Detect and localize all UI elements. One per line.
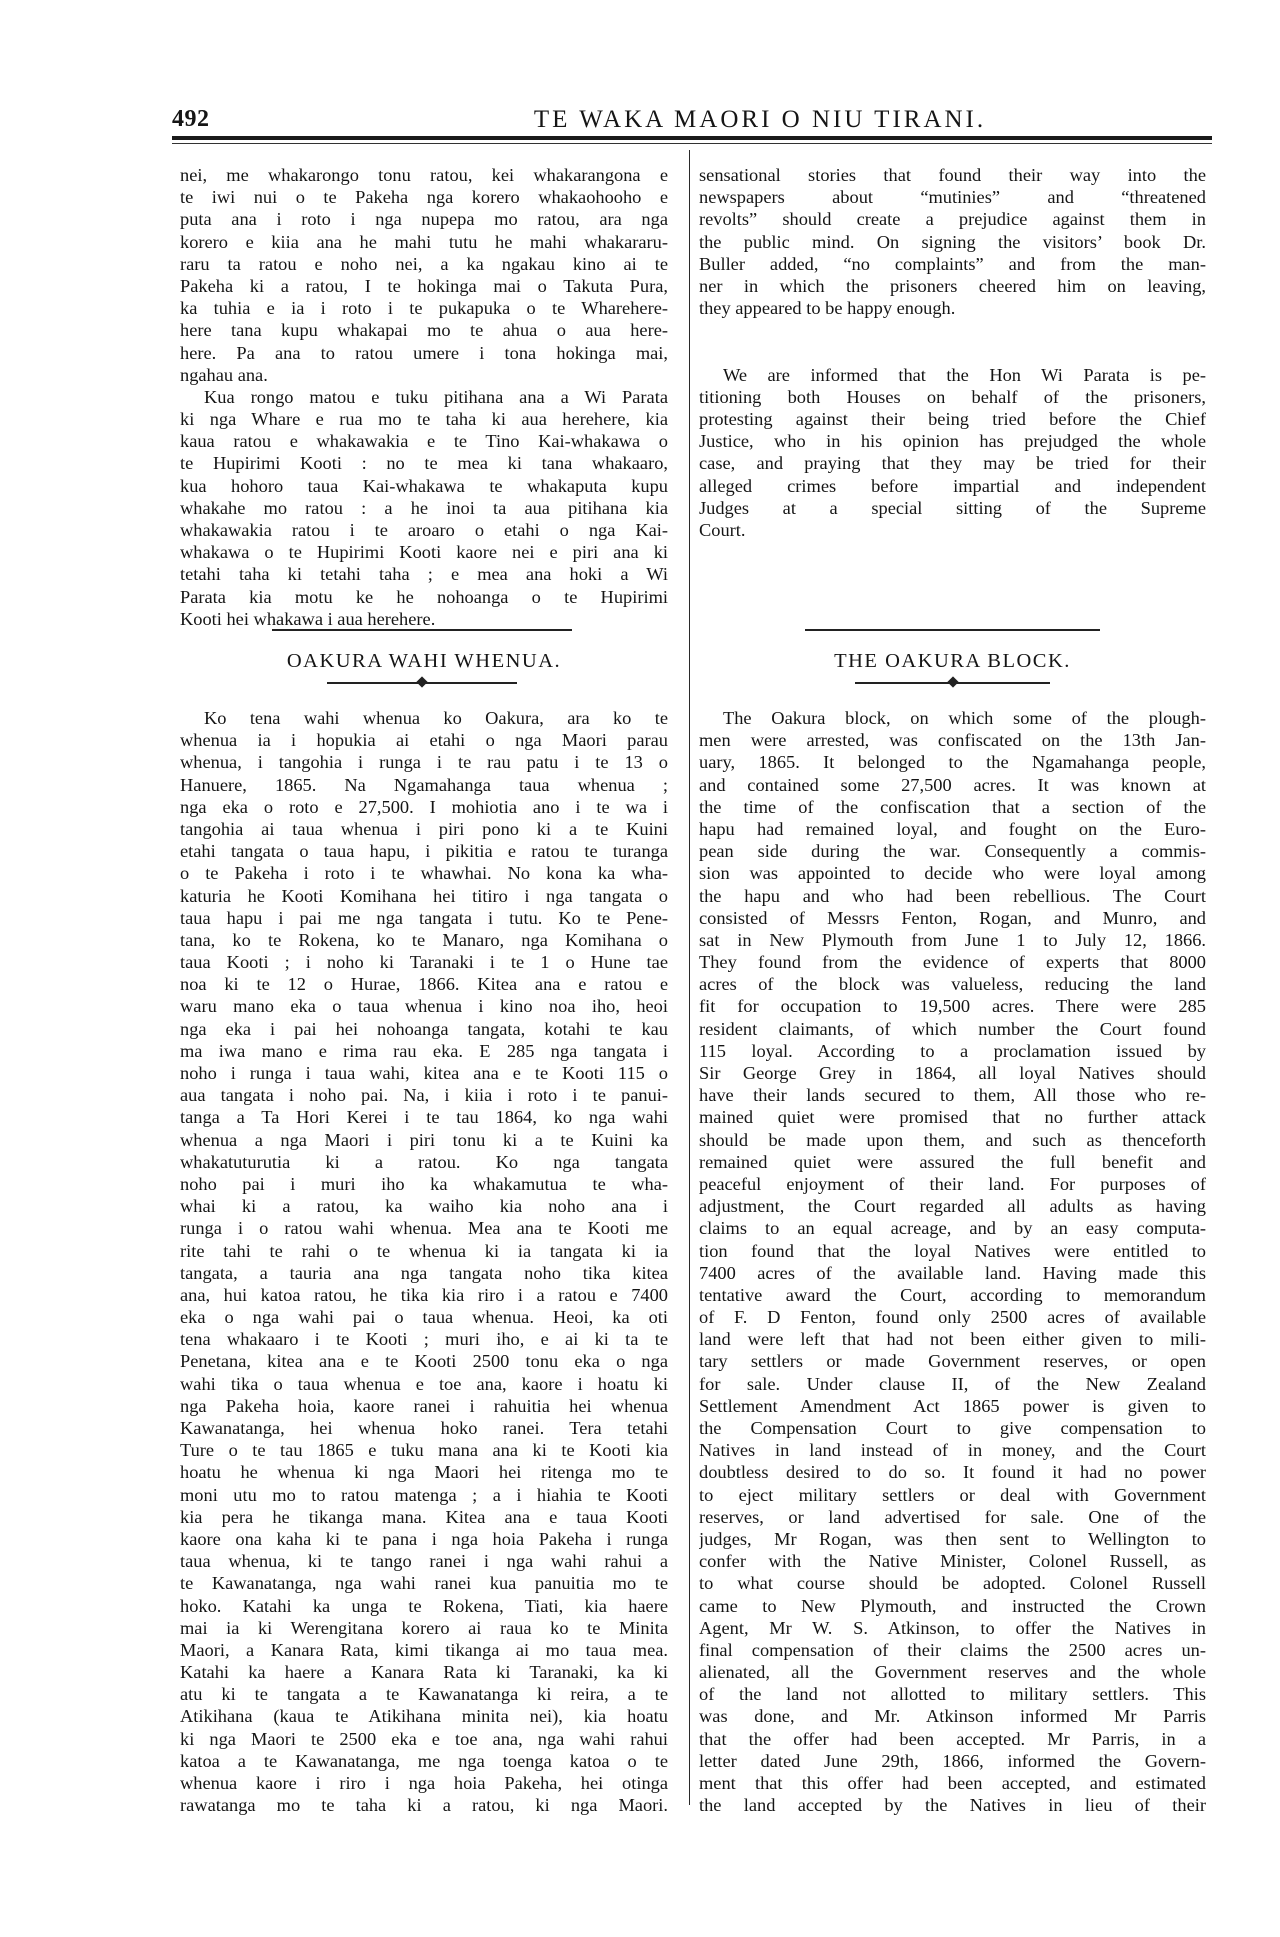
- text-line: whai ki a ratou, ka waiho kia noho ana i: [180, 1196, 668, 1217]
- text-line: katuria he Kooti Komihana hei titiro i nga tangata o: [180, 885, 668, 906]
- text-line: judges, Mr Rogan, was then sent to Wellington to: [699, 1528, 1206, 1549]
- text-line: kua hohoro taua Kai-whakawa te whakaputa kupu: [180, 475, 668, 496]
- text-line: was done, and Mr. Atkinson informed Mr Parris: [699, 1706, 1206, 1727]
- text-line: taua Kooti ; i noho ki Taranaki i te 1 o Hune tae: [180, 952, 668, 973]
- text-line: tangata, a tauria ana nga tangata noho tika kitea: [180, 1262, 668, 1283]
- running-head-title: TE WAKA MAORI O NIU TIRANI.: [533, 106, 987, 133]
- text-line: sensational stories that found their way into the: [699, 165, 1206, 185]
- text-line: doubtless desired to do so. It found it had no power: [699, 1462, 1206, 1483]
- text-line: Court.: [699, 520, 746, 541]
- text-line: men were arrested, was confiscated on the 13th Jan-: [699, 730, 1206, 751]
- text-line: should be made upon them, and such as thenceforth: [699, 1129, 1206, 1150]
- text-line: sion was appointed to decide who were loyal among: [699, 863, 1206, 884]
- text-line: rite tahi te rahi o te whenua ki ia tangata ki ia: [180, 1240, 668, 1261]
- text-line: Justice, who in his opinion has prejudged the whole: [699, 431, 1206, 452]
- text-line: to eject military settlers or deal with Government: [699, 1484, 1206, 1505]
- text-line: Parata kia motu ke he nohoanga o te Hupirimi: [180, 586, 668, 607]
- text-line: land were left that had not been either given to mili-: [699, 1329, 1206, 1350]
- left-article-heading: OAKURA WAHI WHENUA.: [286, 650, 562, 672]
- text-line: runga i o ratou wahi whenua. Mea ana te Kooti me: [180, 1218, 668, 1239]
- paragraph-spacer: [699, 319, 1206, 363]
- text-line: peaceful enjoyment of their land. For purposes of: [699, 1173, 1206, 1194]
- text-line: Atikihana (kaua te Atikihana minita nei), kia hoatu: [180, 1706, 668, 1727]
- text-line: ma iwa mano e rima rau eka. E 285 nga tangata i: [180, 1040, 668, 1061]
- text-line: newspapers about “mutinies” and “threatened: [699, 187, 1206, 208]
- text-line: uary, 1865. It belonged to the Ngamahanga people,: [699, 752, 1206, 773]
- text-line: ment that this offer had been accepted, and estimated: [699, 1773, 1206, 1793]
- text-line: waru mano eka o taua whenua i kino noa iho, heoi: [180, 996, 668, 1017]
- text-line: remained quiet were assured the full benefit and: [699, 1151, 1206, 1172]
- paragraph: [699, 707, 1206, 1816]
- text-line: that the offer had been accepted. Mr Parris, in a: [699, 1728, 1206, 1749]
- text-line: and contained some 27,500 acres. It was known at: [699, 774, 1206, 795]
- text-line: acres of the block was valueless, reducing the land: [699, 974, 1206, 995]
- text-line: Pakeha ki a ratou, I te hokinga mai o Takuta Pura,: [180, 275, 668, 296]
- left-heading-rule: [272, 629, 572, 631]
- text-line: claims to an equal acreage, and by an easy computa-: [699, 1218, 1206, 1239]
- text-line: puta ana i roto i nga nupepa mo ratou, ara nga: [180, 209, 668, 230]
- text-line: taua hapu i pai me nga tangata i tutu. Ko te Pene-: [180, 907, 668, 928]
- text-line: noho i runga i taua wahi, kitea ana e te Kooti 115 o: [180, 1063, 668, 1083]
- text-line: etahi tangata o taua hapu, i pikitia e ratou te turanga: [180, 841, 668, 862]
- column-divider: [689, 150, 690, 1805]
- text-line: atu ki te tangata a te Kawanatanga ki reira, a te: [180, 1684, 668, 1705]
- text-line: moni utu mo to ratou matenga ; a i hiahia te Kooti: [180, 1484, 668, 1505]
- text-line: nga eka i pai hei nohoanga tangata, kotahi te kau: [180, 1018, 668, 1039]
- text-line: kaua ratou e whakawakia e te Tino Kai-whakawa o: [180, 431, 668, 452]
- text-line: ner in which the prisoners cheered him on leaving,: [699, 275, 1206, 296]
- text-line: whakawa o te Hupirimi Kooti kaore nei e piri ana ki: [180, 542, 668, 563]
- text-line: eka o nga wahi pai o taua whenua. Heoi, ka oti: [180, 1307, 668, 1328]
- text-line: aua tangata i noho pai. Na, i kiia i roto i te panui-: [180, 1085, 668, 1106]
- text-line: resident claimants, of which number the Court found: [699, 1018, 1206, 1039]
- header-rule-thick: [172, 136, 1212, 140]
- text-line: noho pai i muri iho ka whakamutua te wha-: [180, 1173, 668, 1194]
- text-line: revolts” should create a prejudice against them in: [699, 209, 1206, 230]
- text-line: the public mind. On signing the visitors’ book Dr.: [699, 231, 1206, 252]
- text-line: whakatuturutia ki a ratou. Ko nga tangata: [180, 1151, 668, 1172]
- text-line: Kua rongo matou e tuku pitihana ana a Wi Parata: [204, 386, 668, 407]
- text-line: confer with the Native Minister, Colonel Russell, as: [699, 1551, 1206, 1572]
- text-line: letter dated June 29th, 1866, informed the Govern-: [699, 1750, 1206, 1771]
- text-line: reserves, or land advertised for sale. One of the: [699, 1506, 1206, 1527]
- text-line: fit for occupation to 19,500 acres. There were 285: [699, 996, 1206, 1017]
- text-line: the hapu and who had been rebellious. The Court: [699, 885, 1206, 906]
- header-rule-thin: [172, 143, 1212, 144]
- right-heading-ornament: [855, 682, 1050, 684]
- text-line: 115 loyal. According to a proclamation issued by: [699, 1040, 1206, 1061]
- text-line: The Oakura block, on which some of the plough-: [723, 708, 1206, 728]
- text-line: adjustment, the Court regarded all adults as having: [699, 1196, 1206, 1217]
- text-line: alleged crimes before impartial and independent: [699, 475, 1206, 496]
- right-article-heading: THE OAKURA BLOCK.: [834, 650, 1071, 672]
- text-line: they appeared to be happy enough.: [699, 298, 956, 319]
- text-line: nga eka o roto e 27,500. I mohiotia ano i te wa i: [180, 796, 668, 817]
- text-line: They found from the evidence of experts that 8000: [699, 952, 1206, 973]
- text-line: nei, me whakarongo tonu ratou, kei whakarangona e: [180, 165, 668, 185]
- text-line: katoa a te Kawanatanga, me nga toenga katoa o te: [180, 1750, 668, 1771]
- text-line: te Hupirimi Kooti : no te mea ki tana whakaaro,: [180, 453, 668, 474]
- left-article-body: [180, 707, 668, 1816]
- right-heading-rule: [805, 629, 1100, 631]
- text-line: for sale. Under clause II, of the New Zealand: [699, 1373, 1206, 1394]
- text-line: Hanuere, 1865. Na Ngamahanga taua whenua ;: [180, 774, 668, 795]
- text-line: hoko. Katahi ka unga te Rokena, Tiati, kia haere: [180, 1595, 668, 1616]
- text-line: whenua ia i hopukia ai etahi o nga Maori parau: [180, 730, 668, 751]
- text-line: ka tuhia e ia i roto i te pukapuka o te Wharehere-: [180, 298, 668, 319]
- text-line: tetahi taha ki tetahi taha ; e mea ana hoki a Wi: [180, 564, 668, 585]
- text-line: ki nga Whare e rua mo te taha ki aua herehere, kia: [180, 409, 668, 430]
- paragraph: [699, 164, 1206, 319]
- page-number: 492: [172, 106, 210, 132]
- text-line: noa ki te 12 o Hurae, 1866. Kitea ana e ratou e: [180, 974, 668, 995]
- text-line: have their lands secured to them, All those who re-: [699, 1085, 1206, 1106]
- text-line: tena whakaaro i te Kooti ; muri iho, e ai ki ta te: [180, 1329, 668, 1350]
- text-line: final compensation of their claims the 2500 acres un-: [699, 1639, 1206, 1660]
- text-line: whakawakia ratou i te aroaro o etahi o nga Kai-: [180, 520, 668, 540]
- text-line: ana, hui katoa ratou, he tika kia riro i a ratou e 7400: [180, 1284, 668, 1305]
- text-line: the time of the confiscation that a section of the: [699, 796, 1206, 817]
- text-line: korero e kiia ana he mahi tutu he mahi whakararu-: [180, 231, 668, 252]
- text-line: to what course should be adopted. Colonel Russell: [699, 1573, 1206, 1594]
- text-line: Kooti hei whakawa i aua herehere.: [180, 608, 436, 629]
- text-line: tangohia ai taua whenua i piri pono ki a te Kuini: [180, 818, 668, 839]
- paragraph: [180, 707, 668, 1816]
- text-line: Ture o te tau 1865 e tuku mana ana ki te Kooti kia: [180, 1440, 668, 1461]
- text-line: of F. D Fenton, found only 2500 acres of available: [699, 1307, 1206, 1328]
- text-line: Judges at a special sitting of the Supreme: [699, 497, 1206, 518]
- text-line: case, and praying that they may be tried for their: [699, 453, 1206, 474]
- text-line: tary settlers or made Government reserves, or open: [699, 1351, 1206, 1372]
- text-line: of the land not allotted to military settlers. This: [699, 1684, 1206, 1705]
- text-line: Agent, Mr W. S. Atkinson, to offer the Natives in: [699, 1617, 1206, 1638]
- text-line: te iwi nui o te Pakeha nga korero whakaohooho e: [180, 187, 668, 208]
- text-line: protesting against their being tried before the Chief: [699, 409, 1206, 430]
- diamond-ornament-icon: [947, 676, 958, 687]
- text-line: alienated, all the Government reserves and the whole: [699, 1662, 1206, 1683]
- paragraph: [180, 386, 668, 630]
- text-line: tentative award the Court, according to memorandum: [699, 1284, 1206, 1305]
- text-line: whenua, i tangohia i runga i te rau patu i te 13 o: [180, 752, 668, 773]
- text-line: mai ia ki Werengitana korero ai raua ko te Minita: [180, 1617, 668, 1638]
- text-line: here. Pa ana to ratou umere i tona hokinga mai,: [180, 342, 668, 363]
- text-line: Maori, a Kanara Rata, kimi tikanga ai mo taua mea.: [180, 1639, 668, 1660]
- text-line: Katahi ka haere a Kanara Rata ki Taranaki, ka ki: [180, 1662, 668, 1683]
- text-line: Kawanatanga, hei whenua hoko ranei. Tera tetahi: [180, 1418, 668, 1438]
- text-line: hapu had remained loyal, and fought on the Euro-: [699, 818, 1206, 839]
- left-heading-ornament: [327, 682, 517, 684]
- text-line: kia pera he tikanga mana. Kitea ana e taua Kooti: [180, 1506, 668, 1527]
- text-line: came to New Plymouth, and instructed the Crown: [699, 1595, 1206, 1616]
- text-line: kaore ona kaha ki te pana i nga hoia Pakeha i runga: [180, 1528, 668, 1549]
- text-line: raru ta ratou e noho nei, a ka ngakau kino ai te: [180, 253, 668, 274]
- text-line: te Kawanatanga, nga wahi ranei kua panuitia mo te: [180, 1573, 668, 1594]
- text-line: 7400 acres of the available land. Having made this: [699, 1262, 1206, 1283]
- text-line: Sir George Grey in 1864, all loyal Natives should: [699, 1063, 1206, 1083]
- text-line: We are informed that the Hon Wi Parata is pe-: [723, 364, 1206, 385]
- text-line: whakahe mo ratou : a he inoi ta aua pitihana kia: [180, 497, 668, 518]
- text-line: tana, ko te Rokena, ko te Manaro, nga Komihana o: [180, 929, 668, 950]
- right-article-body: [699, 707, 1206, 1816]
- text-line: whenua a nga Maori i piri tonu ki a te Kuini ka: [180, 1129, 668, 1150]
- text-line: Penetana, kitea ana e te Kooti 2500 tonu eka o nga: [180, 1351, 668, 1372]
- text-line: ngahau ana.: [180, 364, 268, 385]
- text-line: whenua kaore i riro i nga hoia Pakeha, hei otinga: [180, 1773, 668, 1793]
- text-line: the Compensation Court to give compensation to: [699, 1418, 1206, 1438]
- text-line: tanga a Ta Hori Kerei i te tau 1864, ko nga wahi: [180, 1107, 668, 1128]
- text-line: hoatu he whenua ki nga Maori hei ritenga mo te: [180, 1462, 668, 1483]
- text-line: titioning both Houses on behalf of the prisoners,: [699, 386, 1206, 407]
- text-line: pean side during the war. Consequently a commis-: [699, 841, 1206, 862]
- text-line: mained quiet were promised that no further attack: [699, 1107, 1206, 1128]
- text-line: consisted of Messrs Fenton, Rogan, and Munro, and: [699, 907, 1206, 928]
- text-line: taua whenua, ki te tango ranei i nga wahi rahui a: [180, 1551, 668, 1572]
- text-line: Buller added, “no complaints” and from the man-: [699, 253, 1206, 274]
- text-line: Ko tena wahi whenua ko Oakura, ara ko te: [204, 708, 668, 728]
- paragraph: [699, 364, 1206, 542]
- text-line: here tana kupu whakapai mo te ahua o aua here-: [180, 320, 668, 341]
- text-line: o te Pakeha i roto i te whawhai. No kona ka wha-: [180, 863, 668, 884]
- diamond-ornament-icon: [416, 676, 427, 687]
- left-column-top-text: [180, 164, 668, 630]
- text-line: sat in New Plymouth from June 1 to July 12, 1866.: [699, 929, 1206, 950]
- right-column-top-text: [699, 164, 1206, 541]
- text-line: wahi tika o taua whenua e toe ana, kaore i hoatu ki: [180, 1373, 668, 1394]
- text-line: rawatanga mo te taha ki a ratou, ki nga Maori.: [180, 1795, 668, 1816]
- text-line: Settlement Amendment Act 1865 power is given to: [699, 1395, 1206, 1416]
- text-line: nga Pakeha hoia, kaore ranei i rahuitia hei whenua: [180, 1395, 668, 1416]
- text-line: Natives in land instead of in money, and the Court: [699, 1440, 1206, 1461]
- paragraph: [180, 164, 668, 386]
- text-line: ki nga Maori te 2500 eka e toe ana, nga wahi rahui: [180, 1728, 668, 1749]
- text-line: tion found that the loyal Natives were entitled to: [699, 1240, 1206, 1261]
- text-line: the land accepted by the Natives in lieu of their: [699, 1795, 1206, 1816]
